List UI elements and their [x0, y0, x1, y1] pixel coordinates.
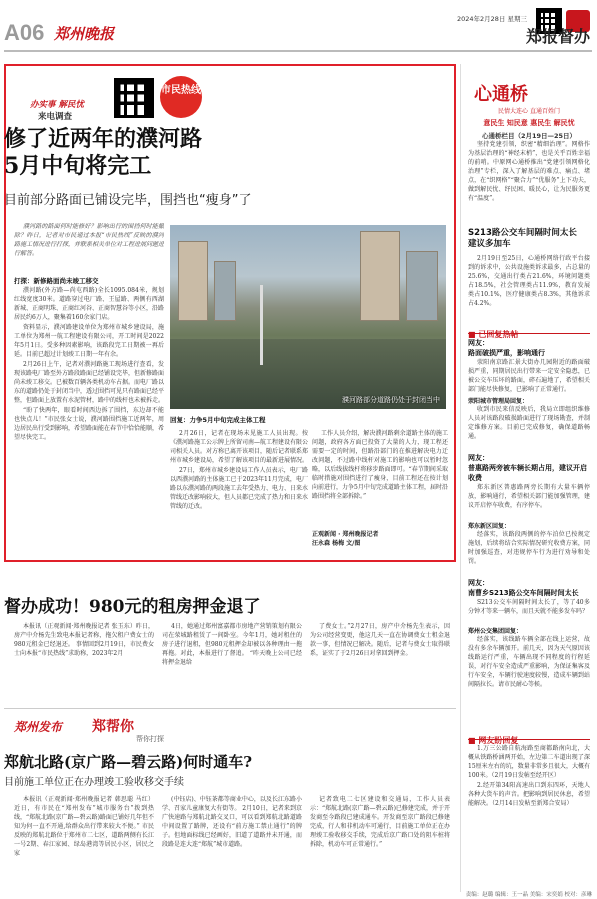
reply-org: 郑州公交集团回复： — [468, 628, 523, 635]
story3-headline: 郑航北路(京广路—碧云路)何时通车? — [4, 753, 252, 771]
paragraph: 27日，郑州市城乡建设局工作人员表示，电厂路以西濮河路的主体施工已于2023年11月完成，电厂路以东濮河路的两段施工去年受热力、电力、日来水管线迁改影响较大，但人员都已完成了热力和日来水管线的迁改。 — [170, 467, 308, 510]
help-logo-caption: 帮你打探 — [136, 735, 164, 743]
story3-column-3 — [310, 795, 450, 891]
paragraph: 2月26日上午，记者对濮河路施工现场进行查看，发现该路电厂路至外方路段路面已经铺设完毕，但新修路面尚未竣工移交。已被数百辆各类机动车占据。而电厂路以东的道路仍处于封闭当中，透过围挡可见只有路面已经平整，但路面上放置有水泥管材，路中的线杆也未被拆走。 — [14, 361, 164, 404]
replied-posts-list — [468, 338, 590, 722]
list-item: 1.万三公路自航海路至商都路南向北，大概从铁路桥涵两开始，左边第二车道出现了深15厘米左右的坑，数量非常多且很大，大概有100米。（2月19日发帖至经开区） — [468, 745, 590, 779]
byline-line2: 汪永森 杨梅 文/图 — [312, 540, 361, 547]
reply-text: 收到市民来信反映后，我局立即组织维修人员对该路段破损路面进行了现场勘查，并制定维修方案。目前已完成修复，确保道路畅通。 — [468, 406, 590, 440]
headline-line1: 修了近两年的濮河路 — [4, 126, 203, 152]
headline-line2: 建议多加车 — [468, 239, 511, 249]
page-header-left — [4, 20, 204, 46]
kicker-line1: 办实事 解民忧 — [30, 100, 84, 110]
post-text: S213公交车间隔时间太长了，等了40多分钟才等来一辆车，而且天就不能多发车吗？ — [468, 599, 590, 615]
reporter-byline — [312, 530, 448, 548]
story3-column-1 — [14, 795, 154, 891]
zhengzhou-release-logo: 郑州发布 — [14, 720, 63, 734]
byline-line1: 正观新闻 · 郑州晚报记者 — [312, 531, 379, 538]
netizen-label: 网友： — [468, 579, 489, 587]
top-column-1 — [14, 276, 164, 558]
heart-bridge-logo: 心通桥 — [474, 84, 528, 105]
post-title: 普惠路两旁被车辆长期占用，建议开启收费 — [468, 464, 587, 482]
subhead-inquiry: 打探：新修路面尚未竣工移交 — [14, 277, 99, 285]
paragraph: 濮河路(外方路—尚屯西路)全长1095.084米，规划红线宽度30米。道路穿过电厂路、王屋路、两侧有西湖新城、正商明珠、正商红河谷、正商智慧谷等小区，沿路居民约6万人，聚集着160余家门店。 — [14, 287, 164, 321]
paragraph: “盼了快两年，眼看时间西边拆了围挡，东边却不能也快点儿！”市民张女士说，濮河路围挡施工近两年，周边居民出行受到影响，希望路面能在春节中恰恰能顺，希望尽快完工。 — [14, 407, 164, 441]
s213-text — [468, 254, 590, 318]
paragraph: 2月19日至25日，心通桥网络行政平台接到的诉求中，公共设施类诉求最多，占总量的25.6%，交通出行类占21.6%，环境问题类占18.5%，社会管理类占11.9%，教育发展类占10.1%，医疗健康类占8.3%，其他诉求占4.2%。 — [468, 255, 590, 307]
replied-posts-label: 已回复热帖 — [478, 330, 519, 339]
header-divider — [4, 50, 592, 52]
awaiting-reply-label: 网友盼回复 — [478, 736, 519, 745]
building — [178, 241, 208, 321]
awaiting-reply-list — [468, 744, 590, 892]
paragraph: 了费女士。”2月27日，房产中介杨先生表示，因为公司经营变更，他这几天一直在协调费女士租金退款一事，但情况已解决。随后，记者与费女士取得联系，证实了于2月26日对拿回到押金。 — [310, 623, 450, 657]
section-label: ■ 网友盼回复 — [468, 736, 519, 745]
s213-headline — [468, 228, 590, 250]
reply-text: 经落实，该线路车辆全部在线上运营，故没有多余车辆加开。前几天，因为天气原因该线路运行严重，车辆出现不同程度的行程延误，对行车安全造成严重影响，为保证集客及行车安全，车辆行驶速度较慢，造成车辆到站间隔拉长。请市民耐心等候。 — [468, 636, 590, 688]
story2-column-2 — [162, 622, 302, 702]
replied-posts-header — [468, 322, 590, 339]
list-item: 2.经开第34阳高速出口到东四环，天地人各种大货车的声音。把影响到居民休息，希望能解决。（2月14日发帖至新郑合安局） — [468, 782, 590, 807]
paragraph: 资料显示，濮河路建设单位为郑州市城乡建设局，施工单位为郑州一航工程建设有限公司，开工时间是2022年5月1日。受多种因素影响，该路段完工日期被一再后延。目前已超过计划竣工日期一年有余。 — [14, 324, 164, 358]
lead-text: 濮河路的路面何时能修好？影响出行的围挡何时能撤除？昨日，记者对市民通过本报“市民热线”反映的濮河路施工情况进行打探，并联系相关单位对工程进展问题进行解答。 — [14, 223, 164, 257]
post-title: 南曹乡S213路公交车间隔时间太长 — [468, 589, 579, 597]
netizen-label: 网友： — [468, 454, 489, 462]
help-logo: 郑帮你 — [92, 719, 134, 735]
reply-org: 郑东新区回复： — [468, 523, 511, 530]
sidebar-divider — [460, 64, 461, 892]
sidebar-intro — [468, 140, 590, 222]
lead-paragraph — [14, 222, 164, 270]
subhead-reply: 回复：力争5月中旬完成主体工程 — [170, 416, 266, 424]
paper-name-logo: 郑州晚报 — [54, 25, 115, 43]
date-line: 2024年2月28日 星期三 — [456, 15, 527, 23]
story2-headline: 督办成功！980元的租房押金退了 — [4, 597, 261, 617]
footer-credits: 责编：赵璐 编辑：王一晶 美编：宋奕娟 校对：彦琳 — [465, 892, 592, 898]
utility-pole — [260, 285, 263, 365]
paragraph: 4日，她通过郑州富嘉都市房地产营销策划有限公司在荥城路租赁了一间卧室。今年1月，她对租住的房子进行退租，但980元租押金却被以各种理由一拖再拖。对此，本报进行了督追。 “昨天晚上公司已经将押金退给 — [162, 623, 302, 666]
paragraph: 2月26日，记者在现场未见施工人员出现。按《濮河路施工公示牌上所留司南—航工程建设有限公司相关人员。对方称已离开该项目，随后记者联系郑州市城乡建设局，希望了解该项目的最新进展情况。 — [170, 430, 308, 464]
divider — [4, 708, 456, 709]
story3-subhead: 目前施工单位正在办理竣工验收移交手续 — [4, 777, 184, 788]
column-info: 心通桥栏目（2月19日—25日） — [481, 132, 577, 140]
building — [360, 231, 400, 321]
headline-line2: 5月中旬将完工 — [4, 153, 152, 179]
paragraph: 坚持党建引领，织密“精细治理”。网格作为基层治理的“神经末梢”，也是关乎百姓幸福的前哨。中原网心通桥推出“党建引领网格化治理”专栏，深入了解基层的难点、痛点、堵点，在“织网格”“聚合力”“优服务”上下功夫，做到解民忧、纾民困、暖民心，让为民服务更有“温度”。 — [468, 141, 590, 202]
paragraph: 本报讯（正观新闻·郑州晚报记者 张玉东）昨日，房产中介杨先生致电本报记者称，拖欠租户费女士的980元租金已经退还。 事情回到2月19日，市民费女士向本报“市民热线”求助称，2023年2月 — [14, 623, 154, 657]
page-number: A06 — [4, 20, 45, 45]
top-headline — [4, 126, 454, 180]
help-column-logo — [14, 716, 194, 746]
post-title: 路面破损严重，影响通行 — [468, 349, 545, 357]
building — [214, 261, 236, 321]
post-text: 郑东新区普惠路两旁长期有大量车辆停放，影响通行，希望相关部门能加强管理，建议开启停车收费，有序停车。 — [468, 484, 590, 509]
paragraph: 本报讯（正观新闻·郑州晚报记者 韩思聪 马红）近日，有市民在“郑州发布”城市服务台”拨到热线，“郑航北路(京广路—碧云路)路面已铺好几年但不知为何一直不开通,给群众出行带来较大不便。” 市民反映的郑航北路位于郑州市二七区，道路两侧有长江一号2期、春江家园、绿岛港湾等居民小区，居民之家 — [14, 796, 154, 857]
netizen-label: 网友： — [468, 339, 489, 347]
building — [406, 251, 438, 321]
qr-code-icon — [114, 78, 154, 118]
sidebar-tagline: 意民生 知民意 惠民生 解民忧 — [483, 119, 575, 127]
section-label: ■ 已回复热帖 — [468, 330, 519, 339]
headline-line1: S213路公交车间隔时间太长 — [468, 228, 577, 238]
top-column-2 — [170, 429, 308, 547]
logo-slogan: 民情大连心 直通百姓门 — [498, 108, 560, 115]
section-title: 郑报督办 — [525, 27, 590, 46]
reply-org: 荥阳城市管理局回复： — [468, 398, 529, 405]
photo-caption: 濮河路部分道路仍处于封闭当中 — [342, 396, 440, 404]
post-text: 荥阳南京路汇景大街办几园附近的路面破损严重，同期居民出行带来一定安全隐患，已被公交车压坏的路面，碎石遍地了，希望相关部门能尽快修复，已影响了正常通行。 — [468, 359, 590, 393]
hotline-logo: 市民热线 — [160, 76, 202, 118]
story3-column-2 — [162, 795, 302, 891]
paragraph: 记者致电二七区建设和交通局，工作人员表示：“郑航北路(京广路—碧云路)已修建完成，并于开发商至今路段已建成通车。开发商至京广路段已修建完成，行人和非机动车可通行，目前施工单位正在办理竣工验收移交手续，完成后京广路口处的阻车桩将拆除，机动车可正常通行。” — [310, 796, 450, 848]
paragraph: 工作人员介绍，解决濮河路剩余道路主体的施工问题，政府各方面已投资了大量的人力，现工程还需要一定的时间，但路沿部门的在推进解决电力迁改问题，不过路中线杆对施工的影响也可以暂时忽略，以后线拔线杆将移步路面即可。“春节期间采取临时措施对围挡进行了瘦身，目前工程还在按计划向前进行，力争5月中旬完成道路主体工程，届时沿路围挡将全部拆除。” — [312, 430, 448, 500]
road-construction-photo — [170, 225, 446, 409]
story2-column-3 — [310, 622, 450, 702]
paragraph: (中钰店)、中钰茶都等商业中心，以及长江东路小学、召家儿童康复大有街等。 2月10日，记者来到京广快速路与郑航北路交叉口，可以看到郑航北路道路中间设置了路牌，还设有“前方施工禁止通行”的牌子。但地面标线已经画好，旧道了道路并未开通，而段路是连大连“郑航”城市道路。 — [162, 796, 302, 848]
top-subhead: 目前部分路面已铺设完毕，围挡也“瘦身”了 — [4, 193, 252, 208]
reply-text: 经落实，该路段两侧的停车泊位已按规定施划，后续将结合实际情况研究收费方案，同时加强巡查，对违规停车行为进行劝导和处罚。 — [468, 531, 590, 565]
kicker-line2: 来电调查 — [38, 112, 73, 122]
awaiting-reply-header — [468, 728, 590, 745]
story2-column-1 — [14, 622, 154, 702]
top-column-3 — [312, 429, 448, 527]
